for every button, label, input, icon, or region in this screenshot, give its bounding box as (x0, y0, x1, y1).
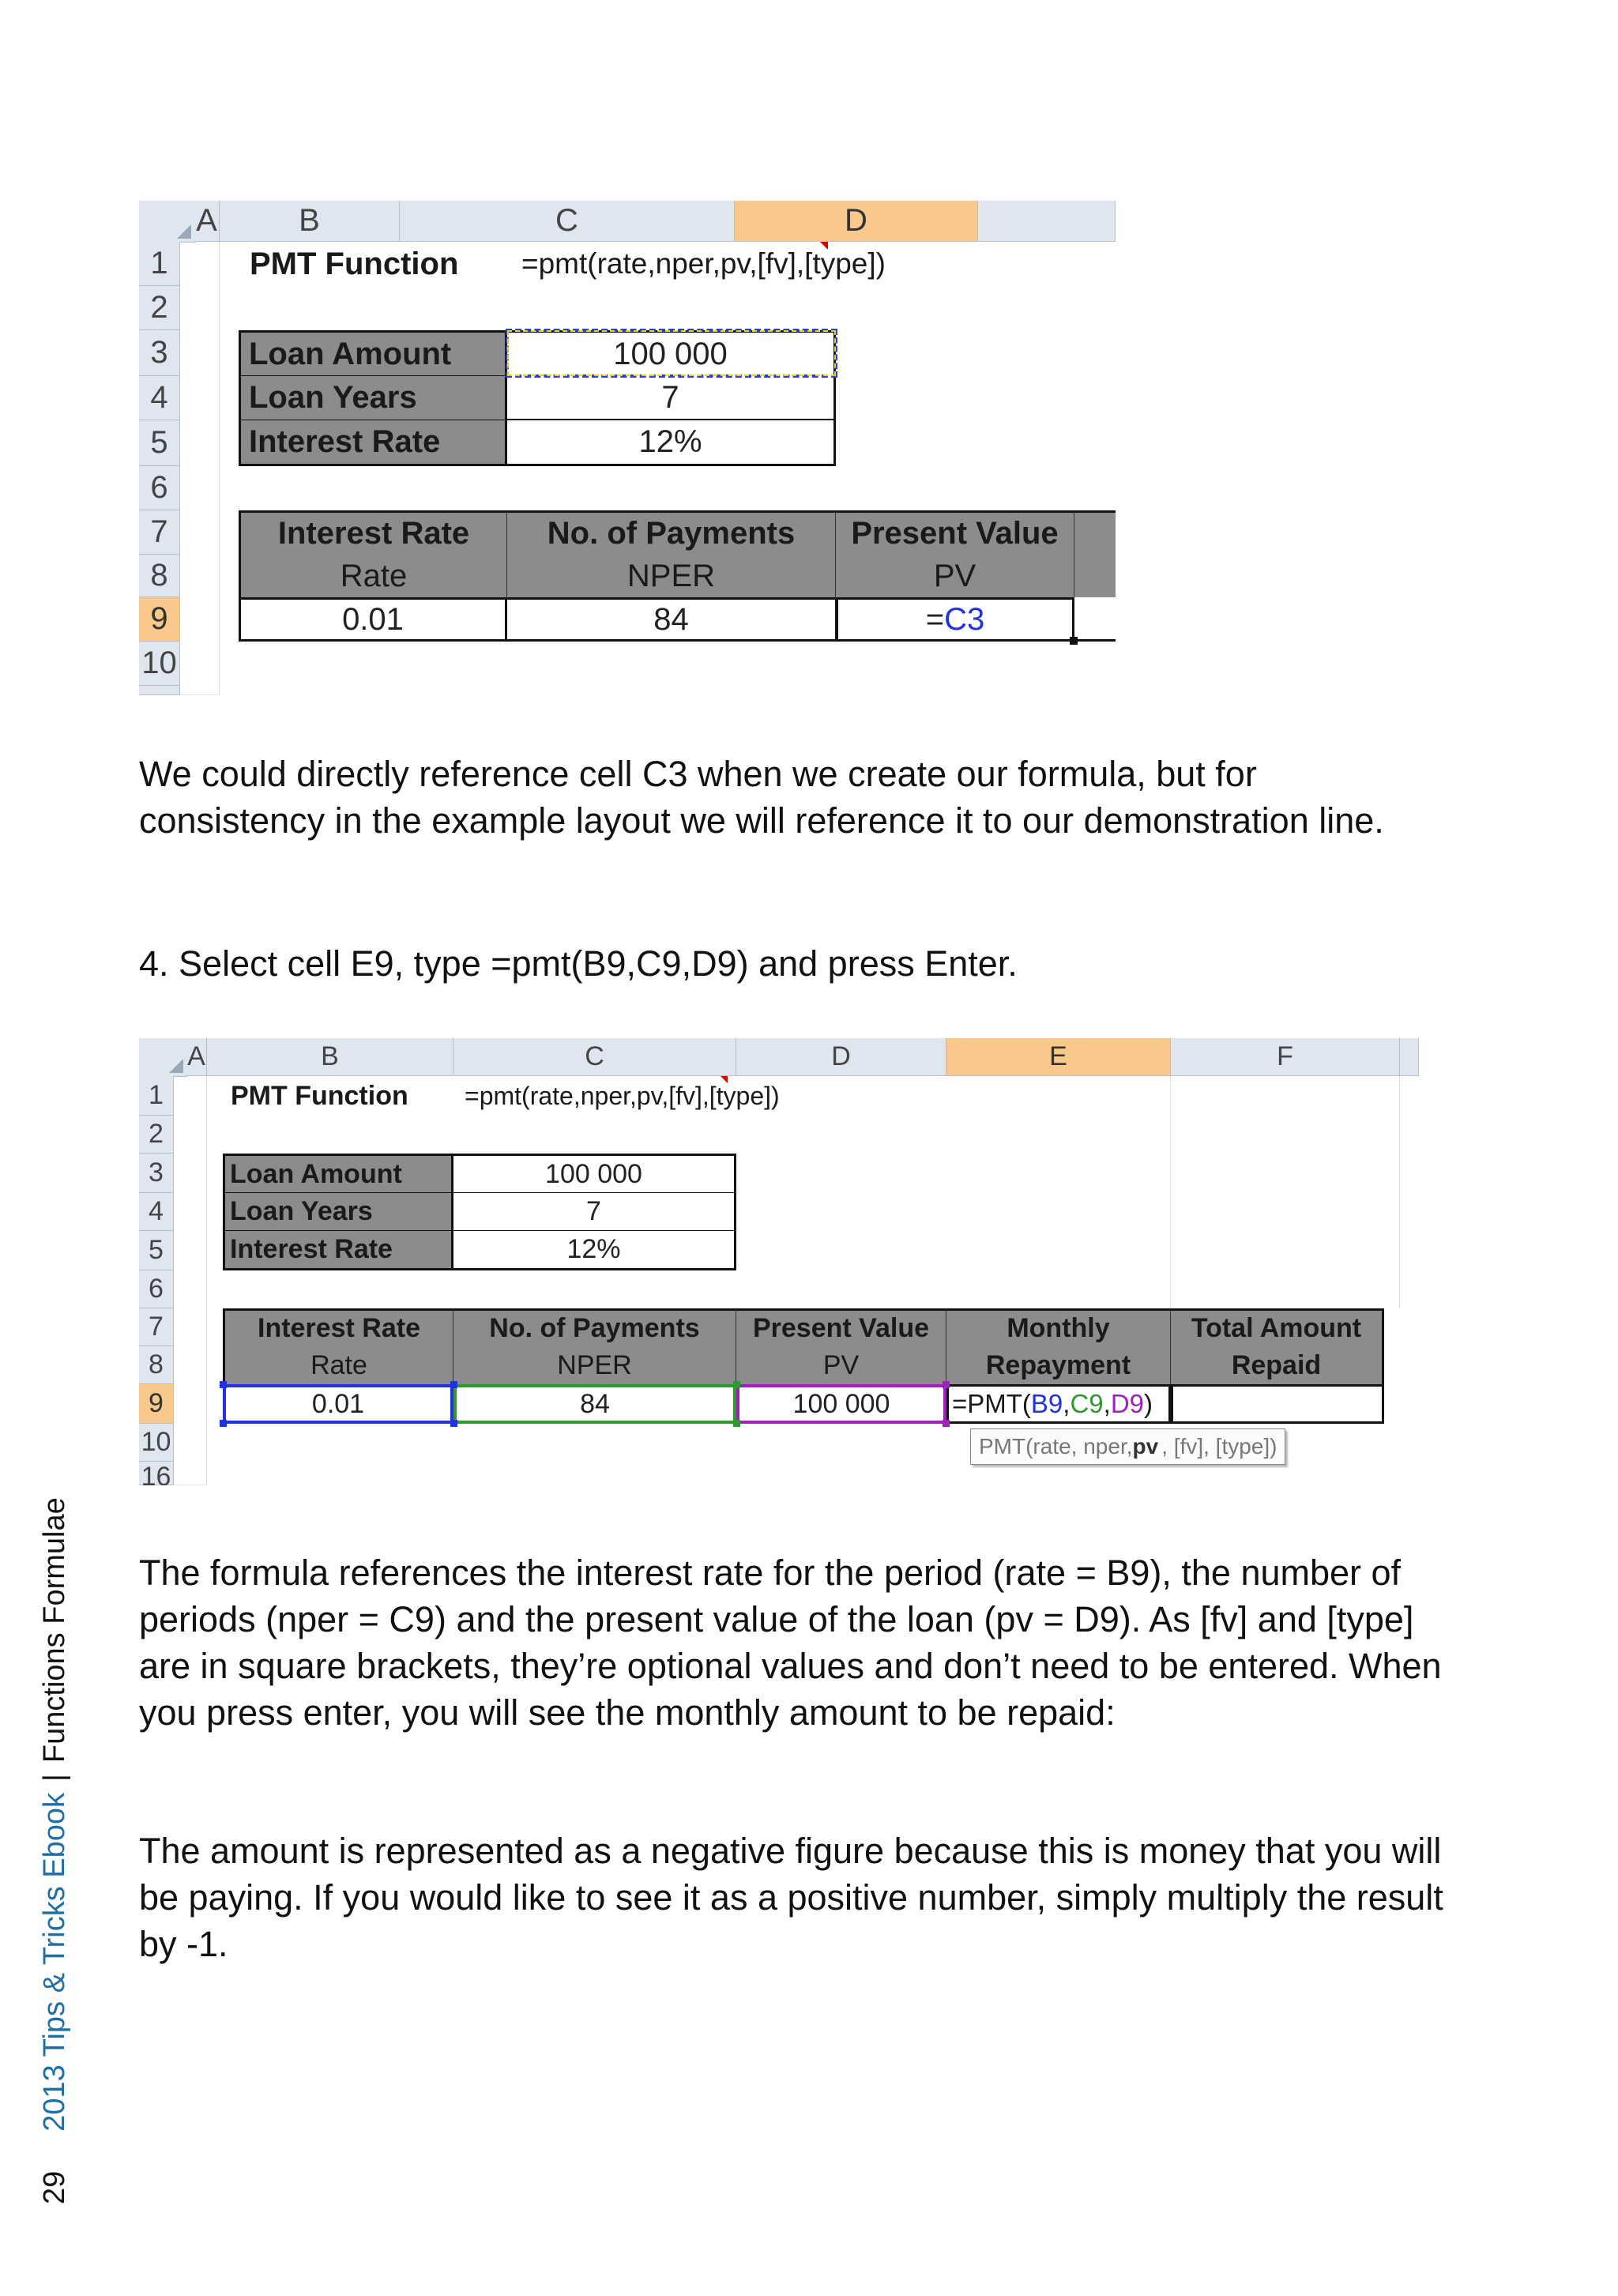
cell-c1-formula-text: =pmt(rate,nper,pv,[fv],[type]) (521, 247, 886, 280)
formula-suffix: ) (1144, 1389, 1153, 1418)
cell-b9: 0.01 (239, 597, 507, 642)
label-loan-years: Loan Years (239, 376, 507, 420)
cell-d9-active[interactable] (836, 597, 1074, 642)
header-interest-rate: Interest Rate (239, 510, 507, 555)
value-loan-years: 7 (507, 376, 836, 420)
cell-c1-formula-text: =pmt(rate,nper,pv,[fv],[type]) (465, 1081, 780, 1110)
row-header: 10 (139, 642, 180, 686)
row-header: 6 (139, 466, 180, 510)
side-margin (40, 1497, 70, 2204)
tooltip-text: , [fv], [type]) (1161, 1434, 1277, 1459)
header-total-amount: Total Amount (1171, 1308, 1384, 1346)
sub-repayment: Repayment (946, 1346, 1171, 1384)
row-header: 16 (139, 1462, 174, 1485)
col-header-b: B (220, 201, 400, 242)
table-border-line (1078, 639, 1116, 642)
select-all-corner (139, 1038, 187, 1077)
value-interest-rate: 12% (453, 1231, 736, 1270)
label-interest-rate: Interest Rate (239, 420, 507, 466)
sub-rate: Rate (223, 1346, 453, 1384)
label-interest-rate: Interest Rate (223, 1231, 453, 1270)
paragraph-negative-figure: The amount is represented as a negative figure because this is money that you will be paying. If you would like to see it as a positive number, simply multiply the result by -1. (139, 1831, 1443, 1964)
section-title: Functions Formulae (38, 1497, 71, 1763)
row-header: 4 (139, 1193, 174, 1231)
label-loan-amount: Loan Amount (223, 1154, 453, 1193)
formula-prefix: = (925, 601, 945, 637)
row-header: 5 (139, 420, 180, 466)
cell-b9-ref-highlight: 0.01 (223, 1384, 453, 1424)
cell-d9-ref-highlight: 100 000 (736, 1384, 946, 1424)
col-header-a: A (186, 1038, 207, 1076)
row-header: 3 (139, 1154, 174, 1193)
col-header-e: E (946, 1038, 1171, 1076)
row-header: 7 (139, 1308, 174, 1346)
value-loan-years: 7 (453, 1193, 736, 1231)
row-header: 3 (139, 330, 180, 376)
row-header (139, 686, 180, 695)
row-header-selected: 9 (139, 597, 180, 642)
header-present-value: Present Value (836, 510, 1074, 555)
separator: | (38, 1774, 71, 1782)
row-header: 1 (139, 242, 180, 286)
header-interest-rate: Interest Rate (223, 1308, 453, 1346)
label-loan-years: Loan Years (223, 1193, 453, 1231)
row-header: 7 (139, 510, 180, 555)
cell-c9: 84 (507, 597, 836, 642)
formula-comma: , (1063, 1389, 1071, 1418)
col-header-e (978, 201, 1116, 242)
paragraph-step-4: 4. Select cell E9, type =pmt(B9,C9,D9) and press Enter. (139, 943, 1018, 984)
row-header: 2 (139, 1116, 174, 1154)
row-header-selected: 9 (139, 1384, 174, 1424)
cell-f9 (1171, 1384, 1384, 1424)
row-header: 8 (139, 555, 180, 597)
sub-pv: PV (736, 1346, 946, 1384)
row-header: 5 (139, 1231, 174, 1270)
formula-ref-c3: C3 (944, 601, 985, 637)
comment-indicator-icon (721, 1076, 728, 1083)
formula-prefix: =PMT( (952, 1389, 1031, 1418)
ebook-title: 2013 Tips & Tricks Ebook (38, 1792, 71, 2132)
col-header-a: A (194, 201, 220, 242)
row-header: 2 (139, 286, 180, 330)
select-all-corner (139, 201, 195, 243)
paragraph-formula-explanation: The formula references the interest rate for the period (rate = B9), the number of periods (nper = C9) and the present value of the loan (pv = D9). As [fv] and [type] are in square brackets, they’re optional values and don’t need to be entered. When you press enter, you will see the monthly amount to be repaid: (139, 1553, 1442, 1733)
header-monthly: Monthly (946, 1308, 1171, 1346)
header-no-of-payments: No. of Payments (507, 510, 836, 555)
col-header-d: D (736, 1038, 946, 1076)
grid-col-a (180, 242, 220, 695)
sub-nper: NPER (507, 555, 836, 597)
col-header-f: F (1171, 1038, 1400, 1076)
value-loan-amount: 100 000 (507, 330, 836, 376)
row-header: 4 (139, 376, 180, 420)
paragraph-reference-note: We could directly reference cell C3 when we create our formula, but for consistency in the example layout we will reference it to our demonstration line. (139, 754, 1384, 841)
function-tooltip (970, 1428, 1285, 1465)
spreadsheet-screenshot-2 (139, 1038, 1419, 1485)
value-loan-amount: 100 000 (453, 1154, 736, 1193)
tooltip-text: PMT(rate, nper, (979, 1434, 1133, 1459)
formula-ref-d9: D9 (1110, 1389, 1145, 1418)
formula-ref-b9: B9 (1030, 1389, 1063, 1418)
col-header-c: C (453, 1038, 736, 1076)
cell-b1: PMT Function (231, 1080, 408, 1111)
sub-repaid: Repaid (1171, 1346, 1384, 1384)
page-number: 29 (38, 2170, 71, 2204)
formula-ref-c9: C9 (1070, 1389, 1104, 1418)
grid-col-a (174, 1076, 207, 1485)
cell-e9-editing[interactable] (946, 1384, 1171, 1424)
spreadsheet-screenshot-1 (139, 201, 1116, 695)
row-header: 8 (139, 1346, 174, 1384)
sub-nper: NPER (453, 1346, 736, 1384)
formula-comma: , (1103, 1389, 1111, 1418)
grid-col-e (946, 1076, 1171, 1308)
label-loan-amount: Loan Amount (239, 330, 507, 376)
cell-b1: PMT Function (250, 246, 459, 281)
grid-col-f (1171, 1076, 1400, 1308)
header-next-column (1074, 510, 1116, 597)
header-present-value: Present Value (736, 1308, 946, 1346)
sub-pv: PV (836, 555, 1074, 597)
col-header-g (1400, 1038, 1419, 1076)
sub-rate: Rate (239, 555, 507, 597)
value-interest-rate: 12% (507, 420, 836, 466)
tooltip-current-arg: pv (1132, 1434, 1159, 1459)
header-no-of-payments: No. of Payments (453, 1308, 736, 1346)
col-header-d: D (735, 201, 978, 242)
row-header: 6 (139, 1270, 174, 1308)
col-header-c: C (400, 201, 735, 242)
col-header-b: B (207, 1038, 453, 1076)
row-header: 10 (139, 1424, 174, 1462)
row-header: 1 (139, 1076, 174, 1116)
comment-indicator-icon (820, 242, 828, 250)
cell-c9-ref-highlight: 84 (453, 1384, 736, 1424)
